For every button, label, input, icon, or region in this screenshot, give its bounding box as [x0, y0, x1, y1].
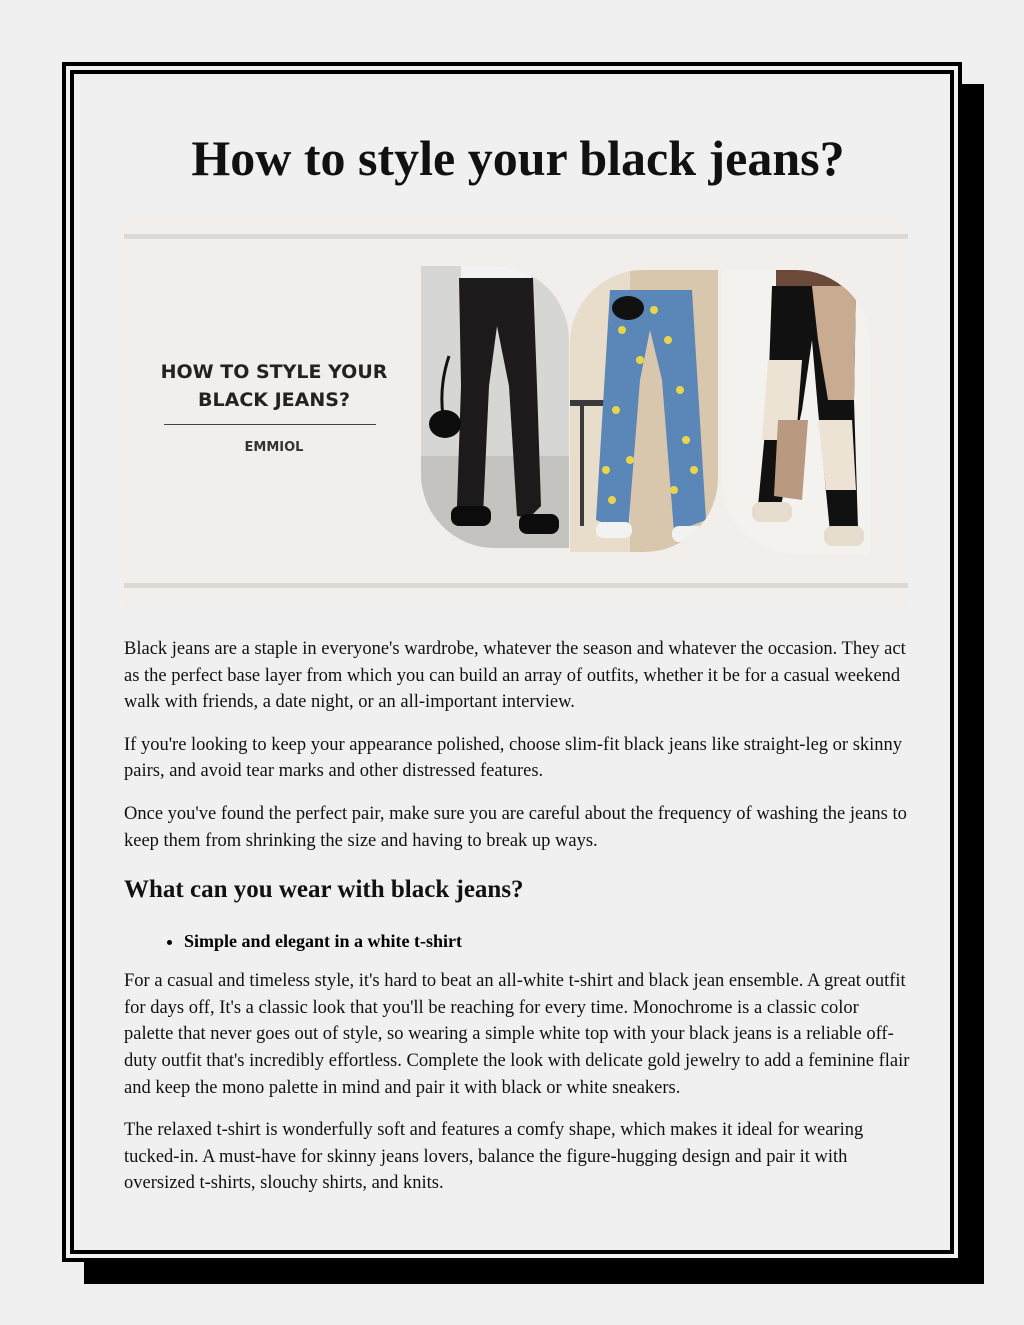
intro-paragraph-3: Once you've found the perfect pair, make sure you are careful about the frequency of washing the jeans to keep them from shrinking the size and having to break up ways. [124, 803, 907, 851]
banner-bottom-rule [124, 583, 908, 588]
banner-divider [164, 424, 376, 425]
document-frame [62, 62, 962, 1262]
banner-brand: EMMIOL [244, 440, 304, 455]
article-content [124, 66, 912, 1213]
bullet-list [124, 928, 912, 954]
article-title: How to style your black jeans? [191, 130, 845, 186]
bullet-item: • Simple and elegant in a white t-shirt [184, 928, 912, 954]
banner-heading: HOW TO STYLE YOUR BLACK JEANS? [160, 361, 388, 411]
section-heading: What can you wear with black jeans? [124, 876, 524, 904]
section-paragraph-1: For a casual and timeless style, it's hard to beat an all-white t-shirt and black jean ensemble. A great outfit for days off, It's a classic look that you'll be reaching for every time. Monochrome is a classic color palette that never goes out of style, so wearing a simple white top with your black jeans is a reliable off-duty outfit that's incredibly effortless. Complete the look with delicate gold jewelry to add a feminine flair and keep the mono palette in mind and pair it with black or white sneakers. [124, 971, 910, 1098]
floral-print-jeans-photo [570, 270, 718, 552]
article-banner [124, 216, 908, 606]
intro-paragraph-2: If you're looking to keep your appearance polished, choose slim-fit black jeans like straight-leg or skinny pairs, and avoid tear marks and other distressed features. [124, 734, 903, 782]
banner-top-rule [124, 234, 908, 239]
intro-paragraph-1: Black jeans are a staple in everyone's wardrobe, whatever the season and whatever the occasion. They act as the perfect base layer from which you can build an array of outfits, whether it be for a casual weekend walk with friends, a date night, or an all-important interview. [124, 639, 906, 713]
section-paragraph-2: The relaxed t-shirt is wonderfully soft and features a comfy shape, which makes it ideal for wearing tucked-in. A must-have for skinny jeans lovers, balance the figure-hugging design and pair it with oversized t-shirts, slouchy shirts, and knits. [124, 1120, 864, 1194]
patchwork-jeans-photo [722, 270, 870, 554]
black-flare-jeans-photo [421, 266, 569, 548]
